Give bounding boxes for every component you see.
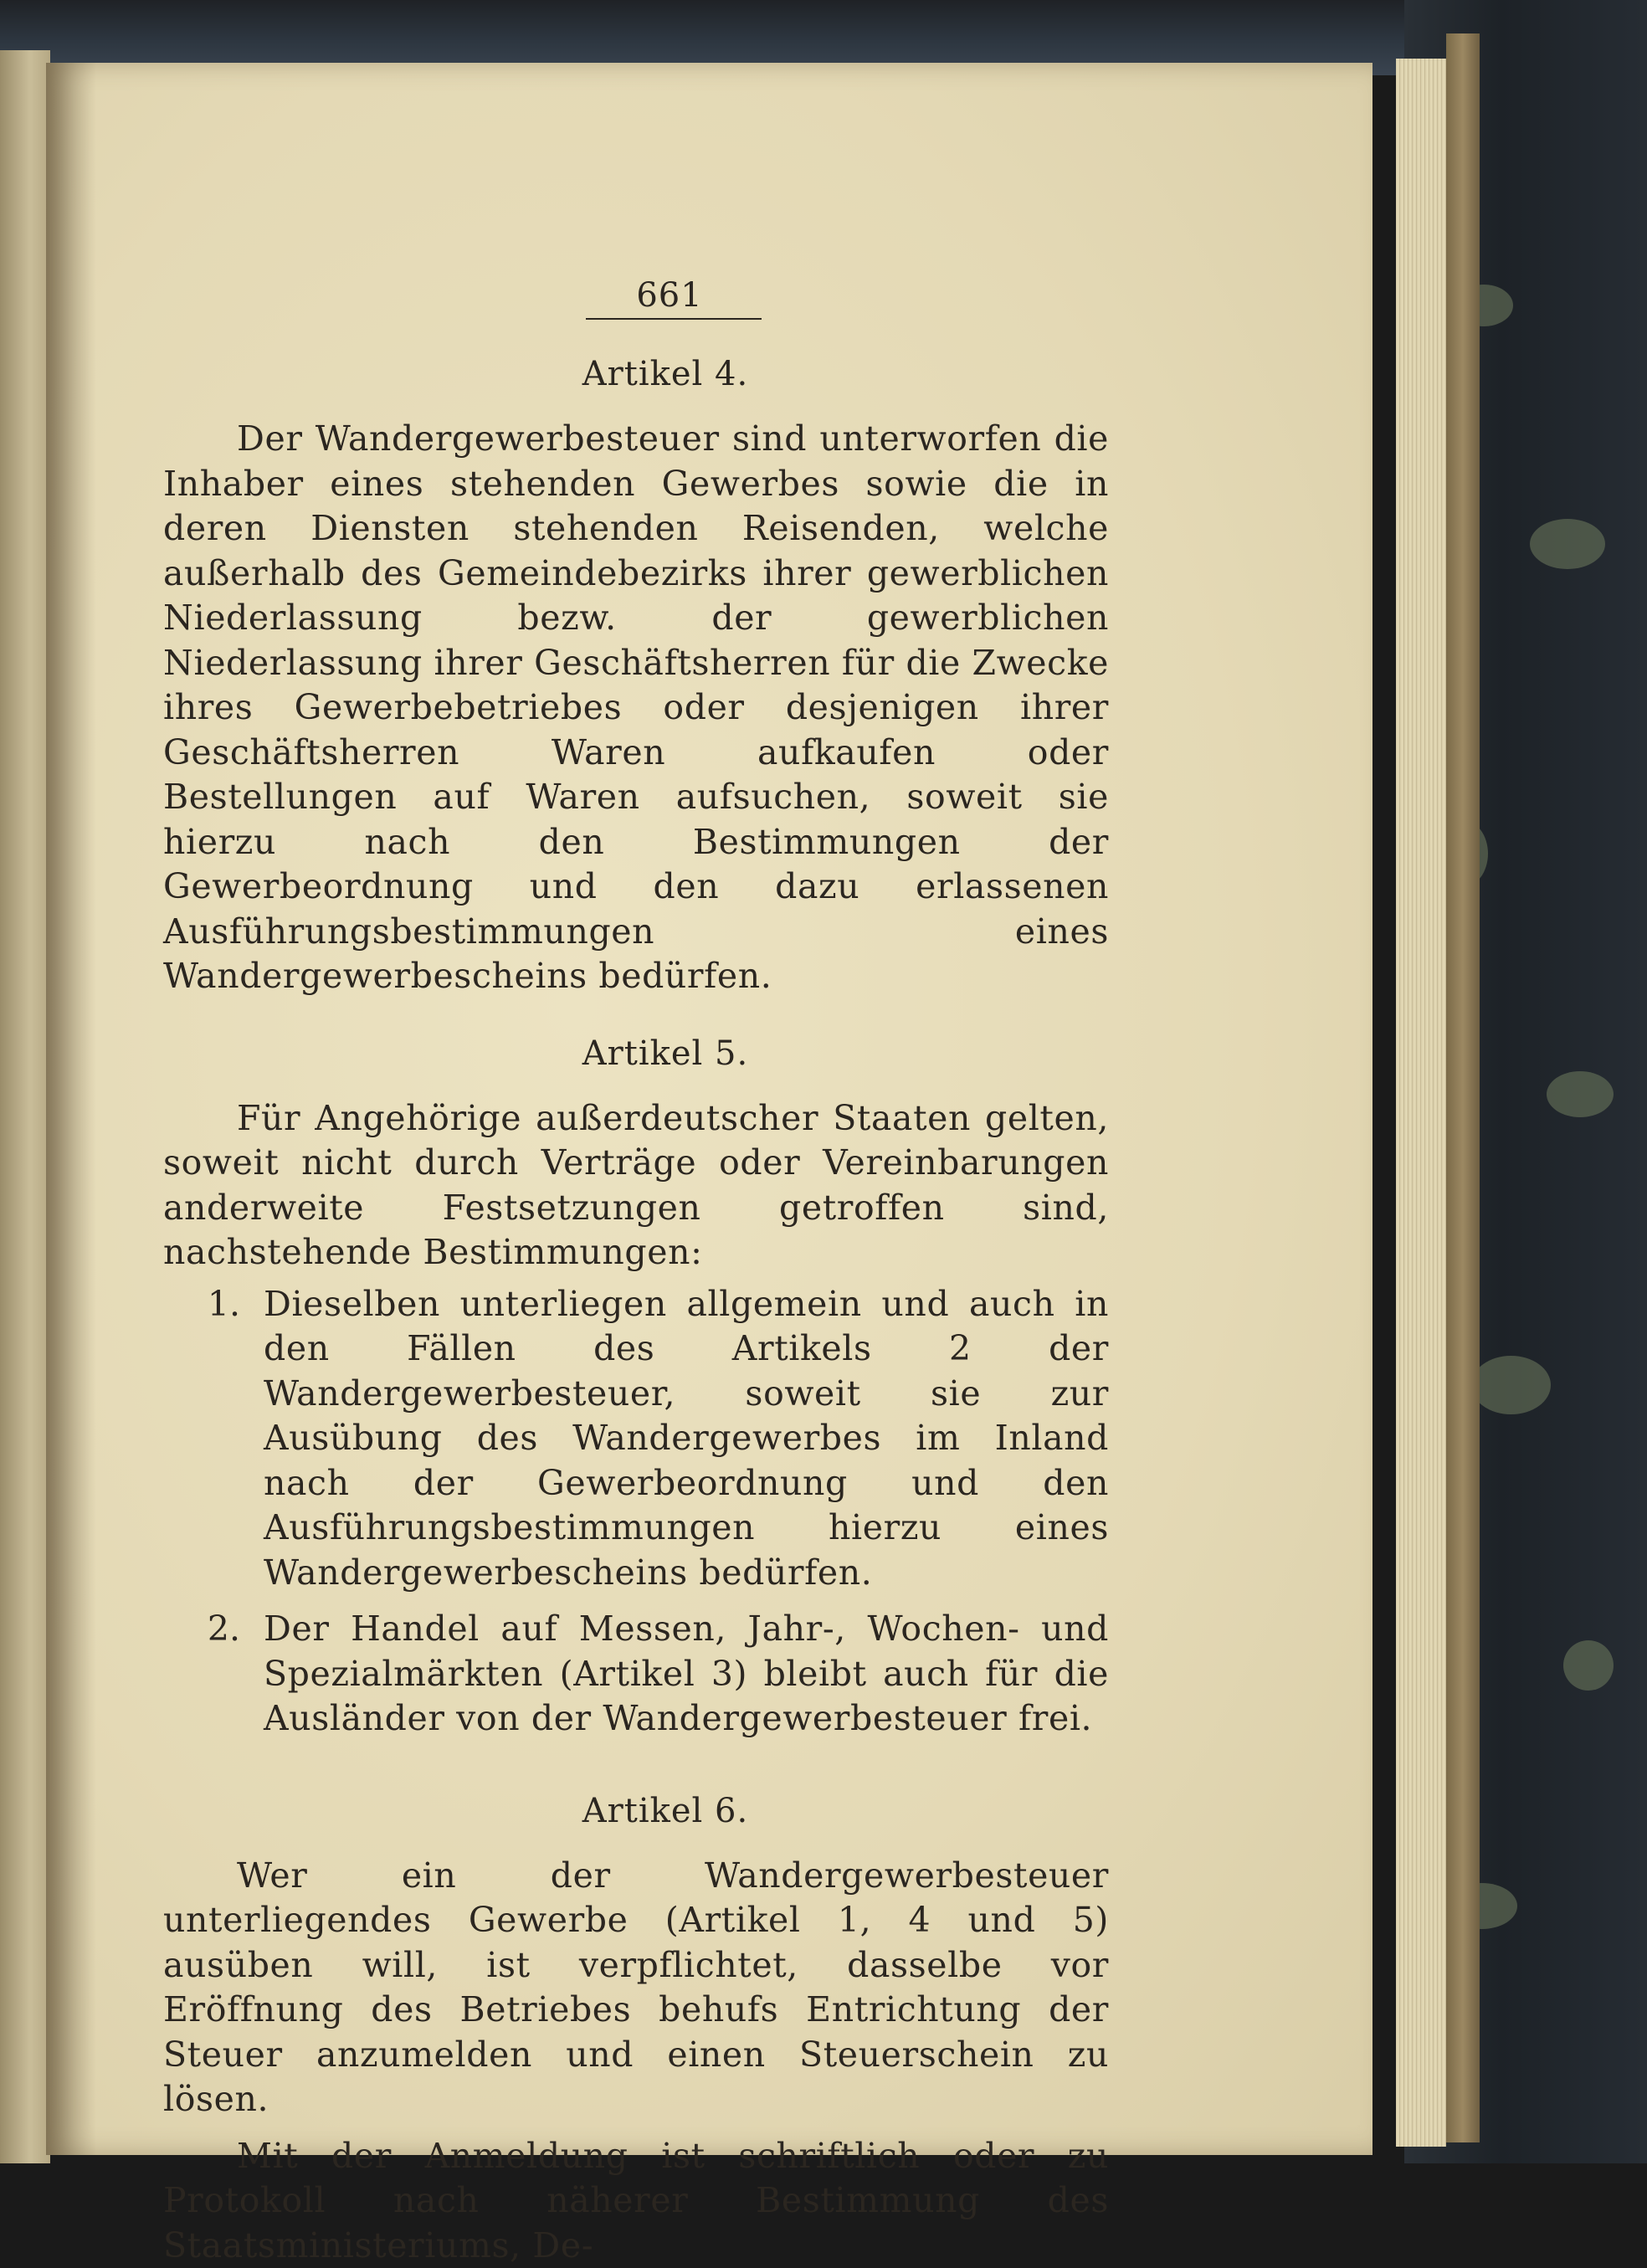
gutter-shadow: [46, 63, 96, 2155]
paragraph: Der Wandergewerbesteuer sind unterworfen die Inhaber eines stehenden Gewerbes sowie die in deren Diensten stehenden Reisenden, welche außerhalb des Gemeindebezirks ihrer gewerblichen Niederlassung bezw. der gewerblichen Niederlassung ihrer Geschäftsherren für die Zwecke ihres Gewerbebetriebes oder desjenigen ihrer Geschäftsherren Waren aufkaufen oder Bestellungen auf Waren aufsuchen, soweit sie hierzu nach den Bestimmungen der Gewerbeordnung und den dazu erlassenen Ausführungsbestimmungen eines Wandergewerbescheins bedürfen.: [163, 417, 1109, 999]
heading-artikel-4: Artikel 4.: [163, 355, 1167, 393]
list-number: 2.: [163, 1607, 264, 1742]
paragraph: Mit der Anmeldung ist schriftlich oder zu Protokoll nach näherer Bestimmung des Staatsministeriums, De-: [163, 2134, 1109, 2268]
list-text: Der Handel auf Messen, Jahr-, Wochen- und Spezialmärkten (Artikel 3) bleibt auch für die Ausländer von der Wandergewerbesteuer frei.: [264, 1607, 1109, 1742]
paragraph: Für Angehörige außerdeutscher Staaten gelten, soweit nicht durch Verträge oder Vereinbarungen anderweite Festsetzungen getroffen sind, nachstehende Bestimmungen:: [163, 1096, 1109, 1275]
facing-page-edge: [0, 50, 50, 2163]
spine-cloth-edge: [1446, 33, 1480, 2142]
numbered-list: [163, 1282, 1109, 1742]
book-page: [46, 63, 1372, 2155]
paragraph: Wer ein der Wandergewerbesteuer unterliegendes Gewerbe (Artikel 1, 4 und 5) ausüben will, ist verpflichtet, dasselbe vor Eröffnung des Betriebes behufs Entrichtung der Steuer anzumelden und einen Steuerschein zu lösen.: [163, 1854, 1109, 2122]
page-number-rule: [586, 318, 762, 320]
page-edges: [1396, 59, 1446, 2147]
heading-artikel-5: Artikel 5.: [163, 1034, 1167, 1073]
list-item: [163, 1607, 1109, 1742]
heading-artikel-6: Artikel 6.: [163, 1792, 1167, 1830]
list-item: [163, 1282, 1109, 1596]
page-text: [163, 213, 1109, 2268]
list-text: Dieselben unterliegen allgemein und auch in den Fällen des Artikels 2 der Wandergewerbesteuer, soweit sie zur Ausübung des Wandergewerbes im Inland nach der Gewerbeordnung und den Ausführungsbestimmungen hierzu eines Wandergewerbescheins bedürfen.: [264, 1282, 1109, 1596]
list-number: 1.: [163, 1282, 264, 1596]
page-number: 661: [163, 276, 1176, 318]
